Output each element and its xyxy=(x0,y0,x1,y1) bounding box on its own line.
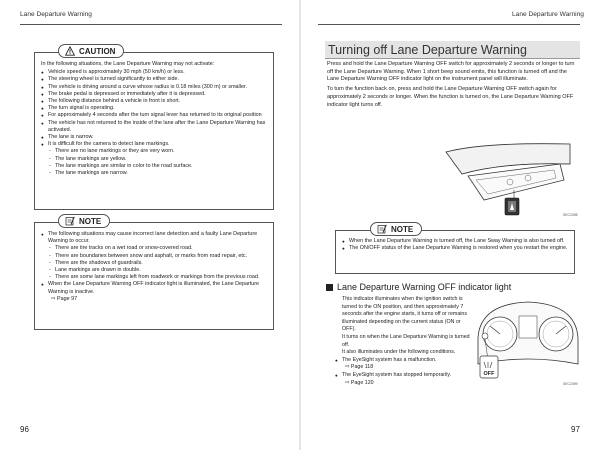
paragraph: It also illuminates under the following conditions. xyxy=(342,349,456,356)
list-item-text: When the Lane Departure Warning OFF indicator light is illuminated, the Lane Departure Warning is inactive. xyxy=(48,281,260,295)
list-item xyxy=(41,231,267,281)
note-box-left xyxy=(34,222,274,330)
square-bullet-icon xyxy=(326,284,333,291)
list-item: ● The ON/OFF status of the Lane Departure Warning is restored when you restart the engine. xyxy=(342,245,568,252)
list-item-text: The EyeSight system has a malfunction. xyxy=(342,356,437,363)
page-reference[interactable]: ⇨ Page 118 xyxy=(345,364,374,371)
list-item-text: It is difficult for the camera to detect lane markings. xyxy=(48,141,170,148)
caution-list xyxy=(41,69,267,177)
list-item: ● For approximately 4 seconds after the turn signal lever has returned to its original position xyxy=(41,112,267,119)
running-head-right: Lane Departure Warning xyxy=(512,11,584,18)
list-item: ● The vehicle has not returned to the inside of the lane after the Lane Departure Warning has activated. xyxy=(41,120,267,134)
note-left-body xyxy=(35,231,273,303)
note-box-right xyxy=(335,230,575,274)
note-badge-right xyxy=(370,222,422,236)
sub-list-item: - The lane markings are narrow. xyxy=(48,170,267,177)
note-pencil-icon xyxy=(65,216,75,226)
figure-code: SEC2498 xyxy=(563,213,578,217)
sub-list-item: - There are no lane markings or they are very worn. xyxy=(48,148,267,155)
page-number-right: 97 xyxy=(571,425,580,434)
warning-triangle-icon xyxy=(65,46,75,56)
caution-badge xyxy=(58,44,124,58)
list-item-text: The following situations may cause incorrect lane detection and a faulty Lane Departure Warning to occur. xyxy=(48,231,258,245)
off-indicator-label: OFF xyxy=(483,371,495,377)
list-item: ● The vehicle is driving around a curve whose radius is 0.18 miles (300 m) or smaller. xyxy=(41,84,267,91)
note-left-list xyxy=(41,231,267,303)
note-right-body xyxy=(336,238,574,252)
figure-code: SEC2499 xyxy=(563,382,578,386)
overhead-switch-figure xyxy=(444,140,572,220)
note-badge-left xyxy=(58,214,110,228)
turning-off-text xyxy=(327,61,580,109)
list-item xyxy=(335,372,474,387)
page-number-left: 96 xyxy=(20,425,29,434)
caution-sub-list xyxy=(48,148,267,177)
note-label: NOTE xyxy=(391,224,414,234)
header-rule-right xyxy=(318,24,580,25)
list-item xyxy=(41,281,267,303)
list-item: ● The steering wheel is turned significantly to either side. xyxy=(41,76,267,83)
page-reference[interactable]: ⇨ Page 97 xyxy=(51,295,78,302)
sub-list-item: - There are boundaries between snow and asphalt, or marks from road repair, etc. xyxy=(48,253,267,260)
list-item: ● The following distance behind a vehicle in front is short. xyxy=(41,98,267,105)
paragraph: To turn the function back on, press and hold the Lane Departure Warning OFF switch again for approximately 2 seconds or longer. When the function is turned on, the Lane Departure Warning OFF indicator light turns off. xyxy=(327,86,574,108)
page-gutter xyxy=(299,0,301,450)
caution-body xyxy=(35,61,273,177)
list-item: ● When the Lane Departure Warning is turned off, the Lane Sway Warning is also turned off. xyxy=(342,238,568,245)
indicator-text xyxy=(342,296,474,387)
note-label: NOTE xyxy=(79,216,102,226)
sub-list-item: - The lane markings are yellow. xyxy=(48,156,267,163)
indicator-list xyxy=(335,357,474,387)
list-item: ● The brake pedal is depressed or immediately after it is depressed. xyxy=(41,91,267,98)
paragraph: It turns on when the Lane Departure Warning is turned off. xyxy=(342,333,470,348)
instrument-cluster-figure xyxy=(476,298,580,380)
sub-list-item: - There are tire tracks on a wet road or snow-covered road. xyxy=(48,245,267,252)
paragraph: Press and hold the Lane Departure Warning OFF switch for approximately 2 seconds or longer to turn off the Lane Departure Warning. When 1 short beep sound emits, this function is turned off and the Lane Departure Warning OFF indicator light on the instrument panel will illuminate. xyxy=(327,61,575,83)
caution-box xyxy=(34,52,274,210)
caution-label: CAUTION xyxy=(79,46,116,56)
note-pencil-icon xyxy=(377,224,387,234)
list-item: ● Vehicle speed is approximately 30 mph (50 km/h) or less. xyxy=(41,69,267,76)
caution-intro: In the following situations, the Lane Departure Warning may not activate: xyxy=(41,61,215,67)
section-title-indicator xyxy=(326,282,511,292)
note-right-list xyxy=(342,238,568,252)
list-item-text: The EyeSight system has stopped temporarily. xyxy=(342,371,452,378)
running-head-left: Lane Departure Warning xyxy=(20,11,92,18)
sub-list-item: - There are the shadows of guardrails. xyxy=(48,260,267,267)
section-title-turning-off: Turning off Lane Departure Warning xyxy=(325,41,580,59)
sub-list-item: - The lane markings are similar in color to the road surface. xyxy=(48,163,267,170)
paragraph: This indicator illuminates when the ignition switch is turned to the ON position, and then approximately 7 seconds after the engine starts, it turns off or remains illuminated depending on the current status (ON or OFF). xyxy=(342,296,468,333)
sub-list-item: - Lane markings are drawn in double. xyxy=(48,267,267,274)
list-item: ● The turn signal is operating. xyxy=(41,105,267,112)
section-title-text: Lane Departure Warning OFF indicator light xyxy=(337,282,512,292)
list-item: ● The lane is narrow. xyxy=(41,134,267,141)
list-item xyxy=(41,141,267,177)
page-reference[interactable]: ⇨ Page 120 xyxy=(345,379,374,386)
note-left-sub-list xyxy=(48,245,267,281)
list-item xyxy=(335,357,474,372)
header-rule-left xyxy=(20,24,282,25)
sub-list-item: - There are some lane markings left from roadwork or markings from the previous road. xyxy=(48,274,267,281)
